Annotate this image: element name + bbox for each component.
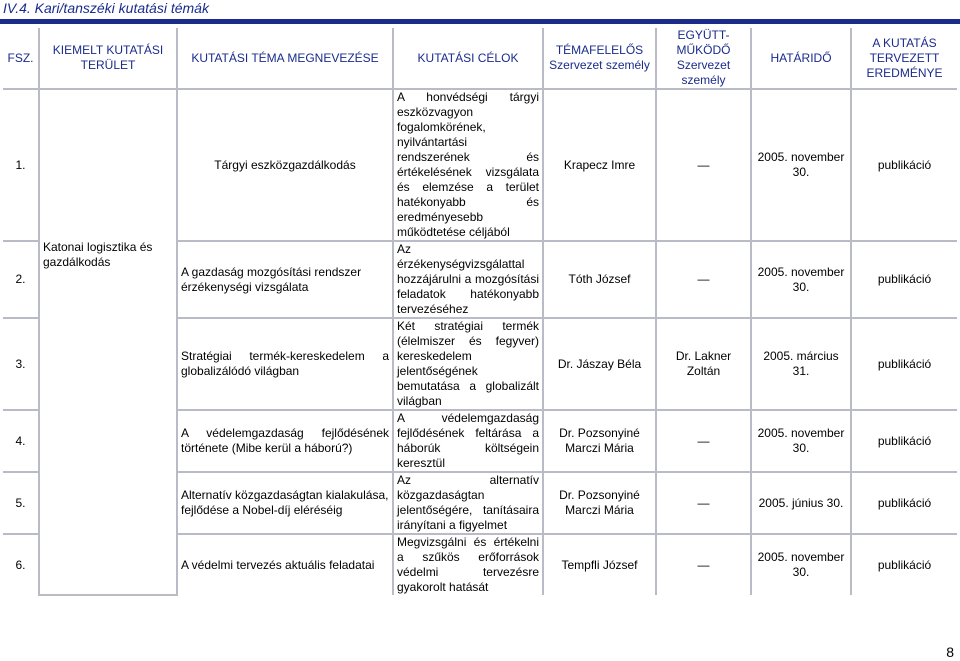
row-number: 5. xyxy=(3,472,39,534)
partner-person: — xyxy=(656,410,751,472)
section-heading: IV.4. Kari/tanszéki kutatási témák xyxy=(3,0,209,16)
deadline: 2005. november 30. xyxy=(751,410,851,472)
planned-result: publikáció xyxy=(851,318,957,410)
topic-name: A védelemgazdaság fejlődésének története (Mibe kerül a háború?) xyxy=(177,410,393,472)
row-number: 6. xyxy=(3,534,39,595)
header-deadline: HATÁRIDŐ xyxy=(751,28,851,89)
deadline: 2005. november 30. xyxy=(751,534,851,595)
deadline: 2005. március 31. xyxy=(751,318,851,410)
partner-person: — xyxy=(656,241,751,318)
research-goal: Megvizsgálni és értékelni a szűkös erőforrások védelmi tervezésre gyakorolt hatását xyxy=(393,534,543,595)
topic-name: Stratégiai termék-kereskedelem a globalizálódó világban xyxy=(177,318,393,410)
research-goal: Az alternatív közgazdaságtan jelentőségére, tanításaira irányítani a figyelmet xyxy=(393,472,543,534)
responsible-person: Dr. Pozsonyiné Marczi Mária xyxy=(543,472,656,534)
row-number: 3. xyxy=(3,318,39,410)
partner-person: — xyxy=(656,534,751,595)
research-topics-table xyxy=(3,28,957,596)
header-topic: KUTATÁSI TÉMA MEGNEVEZÉSE xyxy=(177,28,393,89)
table-row xyxy=(3,89,957,241)
header-rule xyxy=(0,19,960,24)
responsible-person: Tempfli József xyxy=(543,534,656,595)
header-result: A KUTATÁS TERVEZETT EREDMÉNYE xyxy=(851,28,957,89)
partner-person: — xyxy=(656,89,751,241)
header-row xyxy=(3,28,957,89)
responsible-person: Dr. Pozsonyiné Marczi Mária xyxy=(543,410,656,472)
deadline: 2005. november 30. xyxy=(751,241,851,318)
row-number: 4. xyxy=(3,410,39,472)
responsible-person: Tóth József xyxy=(543,241,656,318)
header-responsible: TÉMAFELELŐS Szervezet személy xyxy=(543,28,656,89)
planned-result: publikáció xyxy=(851,410,957,472)
topic-name: A védelmi tervezés aktuális feladatai xyxy=(177,534,393,595)
topic-name: Alternatív közgazdaságtan kialakulása, fejlődése a Nobel-díj eléréséig xyxy=(177,472,393,534)
header-goals: KUTATÁSI CÉLOK xyxy=(393,28,543,89)
row-number: 1. xyxy=(3,89,39,241)
responsible-person: Dr. Jászay Béla xyxy=(543,318,656,410)
row-number: 2. xyxy=(3,241,39,318)
planned-result: publikáció xyxy=(851,241,957,318)
header-area: KIEMELT KUTATÁSI TERÜLET xyxy=(39,28,177,89)
topic-name: Tárgyi eszközgazdálkodás xyxy=(177,89,393,241)
header-fsz: FSZ. xyxy=(3,28,39,89)
header-partner: EGYÜTT-MŰKÖDŐ Szervezet személy xyxy=(656,28,751,89)
page-number: 8 xyxy=(946,644,954,660)
responsible-person: Krapecz Imre xyxy=(543,89,656,241)
planned-result: publikáció xyxy=(877,557,932,572)
research-goal: Két stratégiai termék (élelmiszer és fegyver) kereskedelem jelentőségének bemutatása a globalizált világban xyxy=(393,318,543,410)
research-goal: A honvédségi tárgyi eszközvagyon fogalomkörének, nyilvántartási rendszerének és értékelésének vizsgálata és elemzése a terület hatékonyabb és eredményesebb működtetése céljából xyxy=(393,89,543,241)
deadline: 2005. június 30. xyxy=(751,472,851,534)
deadline: 2005. november 30. xyxy=(751,89,851,241)
research-goal: Az érzékenységvizsgálattal hozzájárulni a mozgósítási feladatok hatékonyabb tervezéséhez xyxy=(393,241,543,318)
partner-person: Dr. Lakner Zoltán xyxy=(656,318,751,410)
research-area: Katonai logisztika és gazdálkodás xyxy=(39,89,177,595)
topic-name: A gazdaság mozgósítási rendszer érzékenységi vizsgálata xyxy=(177,241,393,318)
research-goal: A védelemgazdaság fejlődésének feltárása a háborúk költségein keresztül xyxy=(393,410,543,472)
planned-result: publikáció xyxy=(851,472,957,534)
planned-result: publikáció xyxy=(851,89,957,241)
partner-person: — xyxy=(656,472,751,534)
